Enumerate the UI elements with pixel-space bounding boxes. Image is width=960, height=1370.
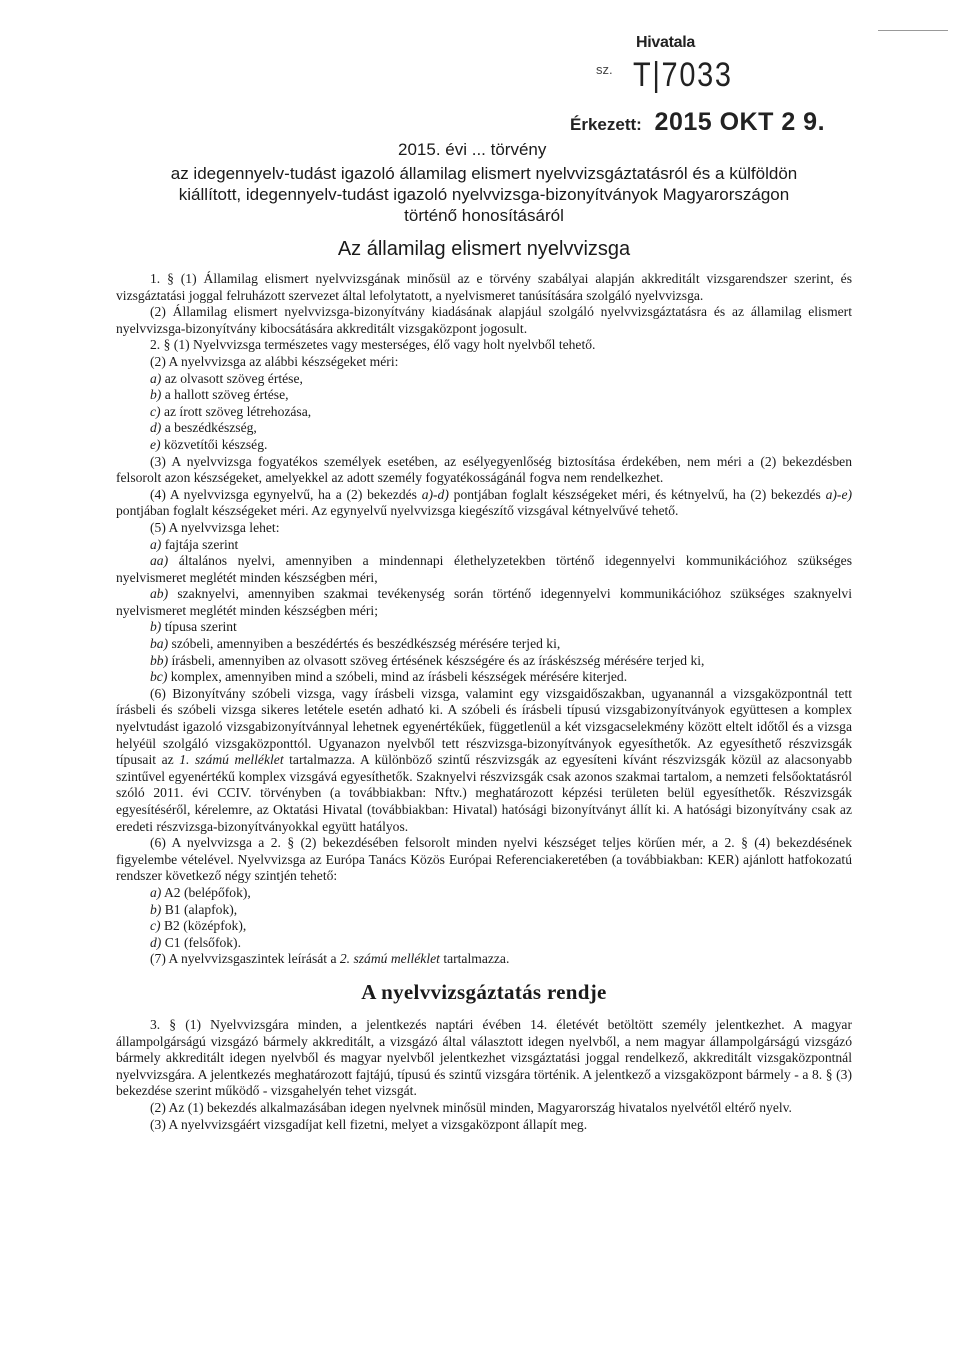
list-item: e) közvetítői készség. — [150, 436, 268, 452]
section-heading-nyelvvizsga: Az államilag elismert nyelvvizsga — [337, 238, 631, 260]
list-item: a) A2 (belépőfok), — [150, 884, 251, 900]
paragraph-2-7: (6) A nyelvvizsga a 2. § (2) bekezdésében felsorolt minden nyelvi készséget teljes körűen mér, a 2. § (4) bekezdésének figyelembe vételével. Nyelvvizsga az Európa Tanács Közös Európai Referenciakeretében (a továbbiakban: KER) ajánlott hatfokozatú rendszer következő négy szintjén tehető: — [116, 835, 852, 884]
list-item: ab) szaknyelvi, amennyiben szakmai tevékenység során történő idegennyelvi kommunikációhoz szükséges szaknyelvi nyelvismeret meglétét minden készségben méri; — [116, 586, 852, 618]
paragraph-3-2: (2) Az (1) bekezdés alkalmazásában idegen nyelvnek minősül minden, Magyarország hivatalos nyelvétől eltérő nyelv. — [150, 1099, 792, 1115]
paragraph-1-1: 1. § (1) Államilag elismert nyelvvizsgának minősül az e törvény szabályai alapján akkreditált vizsgarendszer szerint, és vizsgáztatási joggal felruházott szervezet által lefolytatott, a nyelvismeret tanúsítására szolgáló nyelvvizsga. — [116, 271, 852, 303]
list-item: bc) komplex, amennyiben mind a szóbeli, mind az írásbeli készségek mérésére kiterjed. — [150, 669, 628, 685]
received-date: 2015 OKT 2 9. — [654, 108, 826, 136]
list-item: b) típusa szerint — [150, 619, 237, 635]
list-item: b) a hallott szöveg értése, — [150, 387, 289, 403]
law-title-line-1: az idegennyelv-tudást igazoló államilag elismert nyelvvizsgáztatásról és a külföldön — [170, 164, 798, 183]
list-item: b) B1 (alapfok), — [150, 901, 238, 917]
law-year-line: 2015. évi ... törvény — [398, 140, 547, 159]
registration-label: sz. — [596, 62, 613, 77]
paragraph-2-6: (6) Bizonyítvány szóbeli vizsga, vagy írásbeli vizsga, valamint egy vizsgaidőszakban, ugyanannál a vizsgaközpontnál tett írásbeli és szóbeli vizsga sikeres letétele esetén adható ki. A szóbeli és írásbeli típusú vizsgabizonyítványok együttesen a komplex nyelvtudást igazoló vizsgabizonyítvánnyal lehetnek egyenértékűek, függetlenül a két vizsgacselekmény között eltelt időtől és a vizsga helyéül szolgáló vizsgaközponttól. Ugyanazon nyelvből tett részvizsga-bizonyítványok egyesíthetők. Az egyesíthető részvizsgák típusait az 1. számú melléklet tartalmazza. A különböző szintű részvizsgák az egyesíteni kívánt részvizsgák közül az alacsonyabb szintűvel egyenértékű komplex vizsgává egyesíthetők. Szaknyelvi részvizsgák csak azonos szakmai tartalom, a nemzeti felsőoktatásról szóló 2011. évi CCIV. törvényben (a továbbiakban: Nftv.) meghatározott képzési területen belül egyesíthetők. Részvizsgák egyesítéséről, kérelemre, az Oktatási Hivatal (továbbiakban: Hivatal) hatósági bizonyítványt állít ki. A hatósági bizonyítvány csak az eredeti részvizsga-bizonyítványokkal együtt hatályos. — [116, 685, 852, 834]
list-item: ba) szóbeli, amennyiben a beszédértés és beszédkészség mérésére terjed ki, — [150, 636, 561, 652]
law-title-line-2: kiállított, idegennyelv-tudást igazoló nyelvvizsga-bizonyítványok Magyarországon — [178, 185, 790, 204]
list-item: d) C1 (felsőfok). — [150, 934, 241, 950]
received-label: Érkezett: — [570, 115, 642, 134]
paragraph-2-4: (4) A nyelvvizsga egynyelvű, ha a (2) bekezdés a)-d) pontjában foglalt készségeket méri, és kétnyelvű, ha (2) bekezdés a)-e) pontjában foglalt készségeket méri. Az egynyelvű nyelvvizsga kiegészítő vizsgával kétnyelvűvé tehető. — [116, 486, 853, 519]
list-item: c) B2 (középfok), — [150, 918, 247, 934]
law-title-line-3: történő honosításáról — [404, 206, 564, 225]
registration-number: T|7033 — [633, 56, 733, 94]
document-body — [116, 140, 852, 1133]
list-item: d) a beszédkészség, — [150, 420, 257, 436]
received-stamp — [570, 108, 825, 137]
paragraph-2-3: (3) A nyelvvizsga fogyatékos személyek esetében, az esélyegyenlőség biztosítása érdekében, nem méri a (2) bekezdésben felsorolt azon készségeket, amelyekkel az adott személy fogyatékosságánál fogva nem rendelkezhet. — [116, 453, 852, 486]
list-item: c) az írott szöveg létrehozása, — [150, 403, 312, 419]
section-heading-rendje: A nyelvvizsgáztatás rendje — [361, 979, 607, 1004]
list-item: aa) általános nyelvi, amennyiben a mindennapi élethelyzetekben történő idegennyelvi kommunikációhoz szükséges nyelvismeret meglétét minden készségben méri, — [116, 553, 852, 585]
scan-mark-line — [878, 30, 948, 31]
registration-stamp — [596, 56, 750, 95]
paragraph-2-1: 2. § (1) Nyelvvizsga természetes vagy mesterséges, élő vagy holt nyelvből tehető. — [150, 337, 596, 353]
paragraph-2-5: (5) A nyelvvizsga lehet: — [150, 519, 280, 535]
list-item: a) fajtája szerint — [150, 536, 239, 552]
paragraph-3-1: 3. § (1) Nyelvvizsgára minden, a jelentkezés naptári évében 14. életévét betöltött személy jelentkezhet. A magyar állampolgárságú vizsgázó bármely akkreditált, a vizsgázó által választott idegen nyelvből, a nem magyar állampolgárságú vizsgázó bármely akkreditált idegen nyelvből és magyar nyelvből jelentkezhet vizsgáztatási joggal rendelkező, akkreditált vizsgaközpontnál nyelvvizsgára. A jelentkezés meghatározott fajtájú, típusú és szintű vizsgára történik. A jelentkező a vizsgaközpont bármely - a 8. § (3) bekezdése szerint működő - vizsgahelyén tehet vizsgát. — [116, 1016, 852, 1099]
paragraph-2-8: (7) A nyelvvizsgaszintek leírását a 2. számú melléklet tartalmazza. — [150, 951, 510, 967]
paragraph-1-2: (2) Államilag elismert nyelvvizsga-bizonyítvány kiadásának alapjául szolgáló nyelvvizsgáztatásra és az államilag elismert nyelvvizsga-bizonyítvány kibocsátására akkreditált vizsgaközpont jogosult. — [116, 304, 852, 336]
list-item: a) az olvasott szöveg értése, — [150, 370, 303, 386]
office-stamp: Hivatala — [636, 34, 695, 51]
paragraph-3-3: (3) A nyelvvizsgáért vizsgadíjat kell fizetni, melyet a vizsgaközpont állapít meg. — [150, 1116, 588, 1132]
paragraph-2-2: (2) A nyelvvizsga az alábbi készségeket méri: — [150, 353, 399, 369]
list-item: bb) írásbeli, amennyiben az olvasott szöveg értésének készségére és az íráskészség mérésére terjed ki, — [150, 652, 705, 668]
